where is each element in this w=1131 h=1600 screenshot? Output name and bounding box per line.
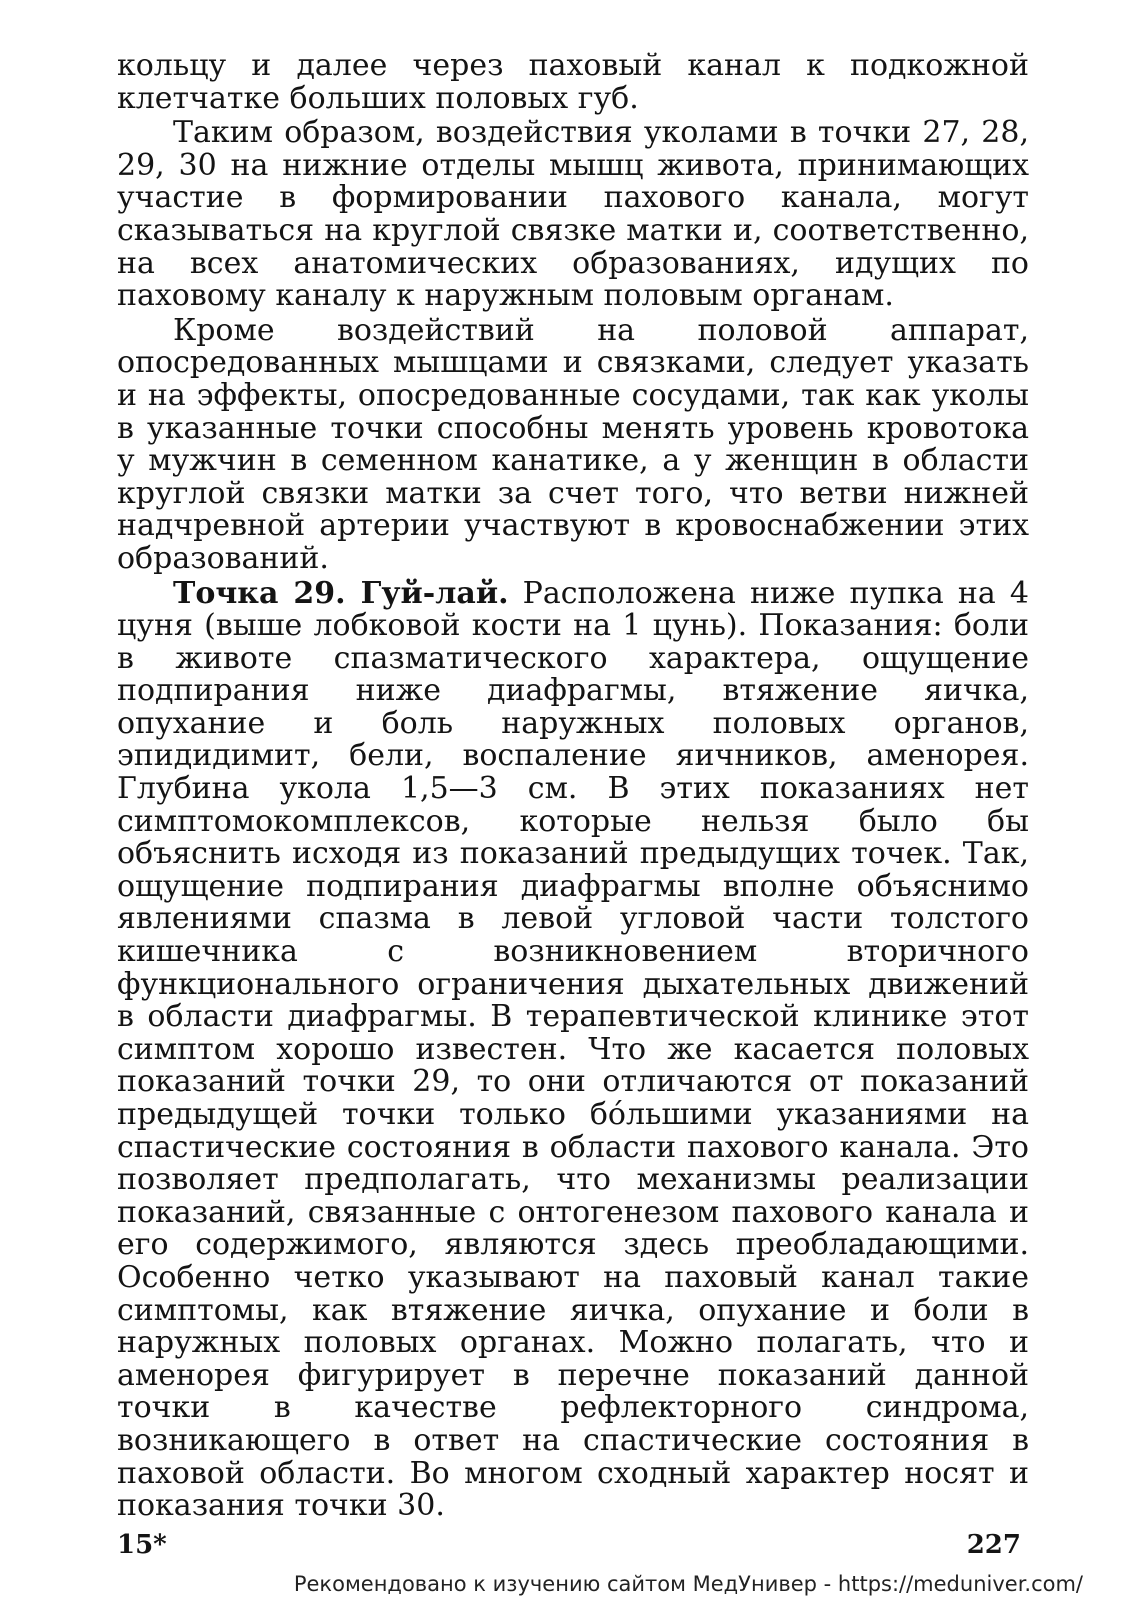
- paragraph-vascular-effects: Кроме воздействий на половой аппарат, опосредованных мышцами и связками, следует указать и на эффекты, опосредованные сосудами, так как уколы в указанные точки способны менять уровень кровотока у мужчин в семенном канатике, а у женщин в области круглой связки матки за счет того, что ветви нижней надчревной артерии участвуют в кровоснабжении этих образований.: [117, 312, 1029, 576]
- paragraph-inguinal-effects: Таким образом, воздействия уколами в точки 27, 28, 29, 30 на нижние отделы мышц живота, принимающих участие в формировании пахового канала, могут сказываться на круглой связке матки и, соответственно, на всех анатомических образованиях, идущих по паховому каналу к наружным половым органам.: [117, 115, 1029, 314]
- page-number: 227: [966, 1530, 1021, 1560]
- watermark-text: Рекомендовано к изучению сайтом МедУнивер - https://meduniver.com/: [293, 1572, 1083, 1596]
- point-29-text: Расположена ниже пупка на 4 цуня (выше лобковой кости на 1 цунь). Показания: боли в животе спазматического характера, ощущение подпирания ниже диафрагмы, втяжение яичка, опухание и боль наружных половых органов, эпидидимит, бели, воспаление яичников, аменорея. Глубина укола 1,5—3 см. В этих показаниях нет симптомокомплексов, которые нельзя было бы объяснить исходя из показаний предыдущих точек. Так, ощущение подпирания диафрагмы вполне объяснимо явлениями спазма в левой угловой части толстого кишечника с возникновением вторичного функционального ограничения дыхательных движений в области диафрагмы. В терапевтической клинике этот симптом хорошо известен. Что же касается половых показаний точки 29, то они отличаются от показаний предыдущей точки только бо́льшими указаниями на спастические состояния в области пахового канала. Это позволяет предполагать, что механизмы реализации показаний, связанные с онтогенезом пахового канала и его содержимого, являются здесь преобладающими. Особенно четко указывают на паховый канал такие симптомы, как втяжение яичка, опухание и боли в наружных половых органах. Можно полагать, что и аменорея фигурирует в перечне показаний данной точки в качестве рефлекторного синдрома, возникающего в ответ на спастические состояния в паховой области. Во многом сходный характер носят и показания точки 30.: [117, 575, 1029, 1524]
- point-29-heading: Точка 29. Гуй-лай.: [173, 575, 509, 611]
- paragraph-point-29: [117, 575, 1029, 1524]
- signature-mark: 15*: [117, 1530, 167, 1560]
- page-body: [117, 50, 1029, 1523]
- paragraph-continuation: кольцу и далее через паховый канал к подкожной клетчатке больших половых губ.: [117, 48, 1029, 116]
